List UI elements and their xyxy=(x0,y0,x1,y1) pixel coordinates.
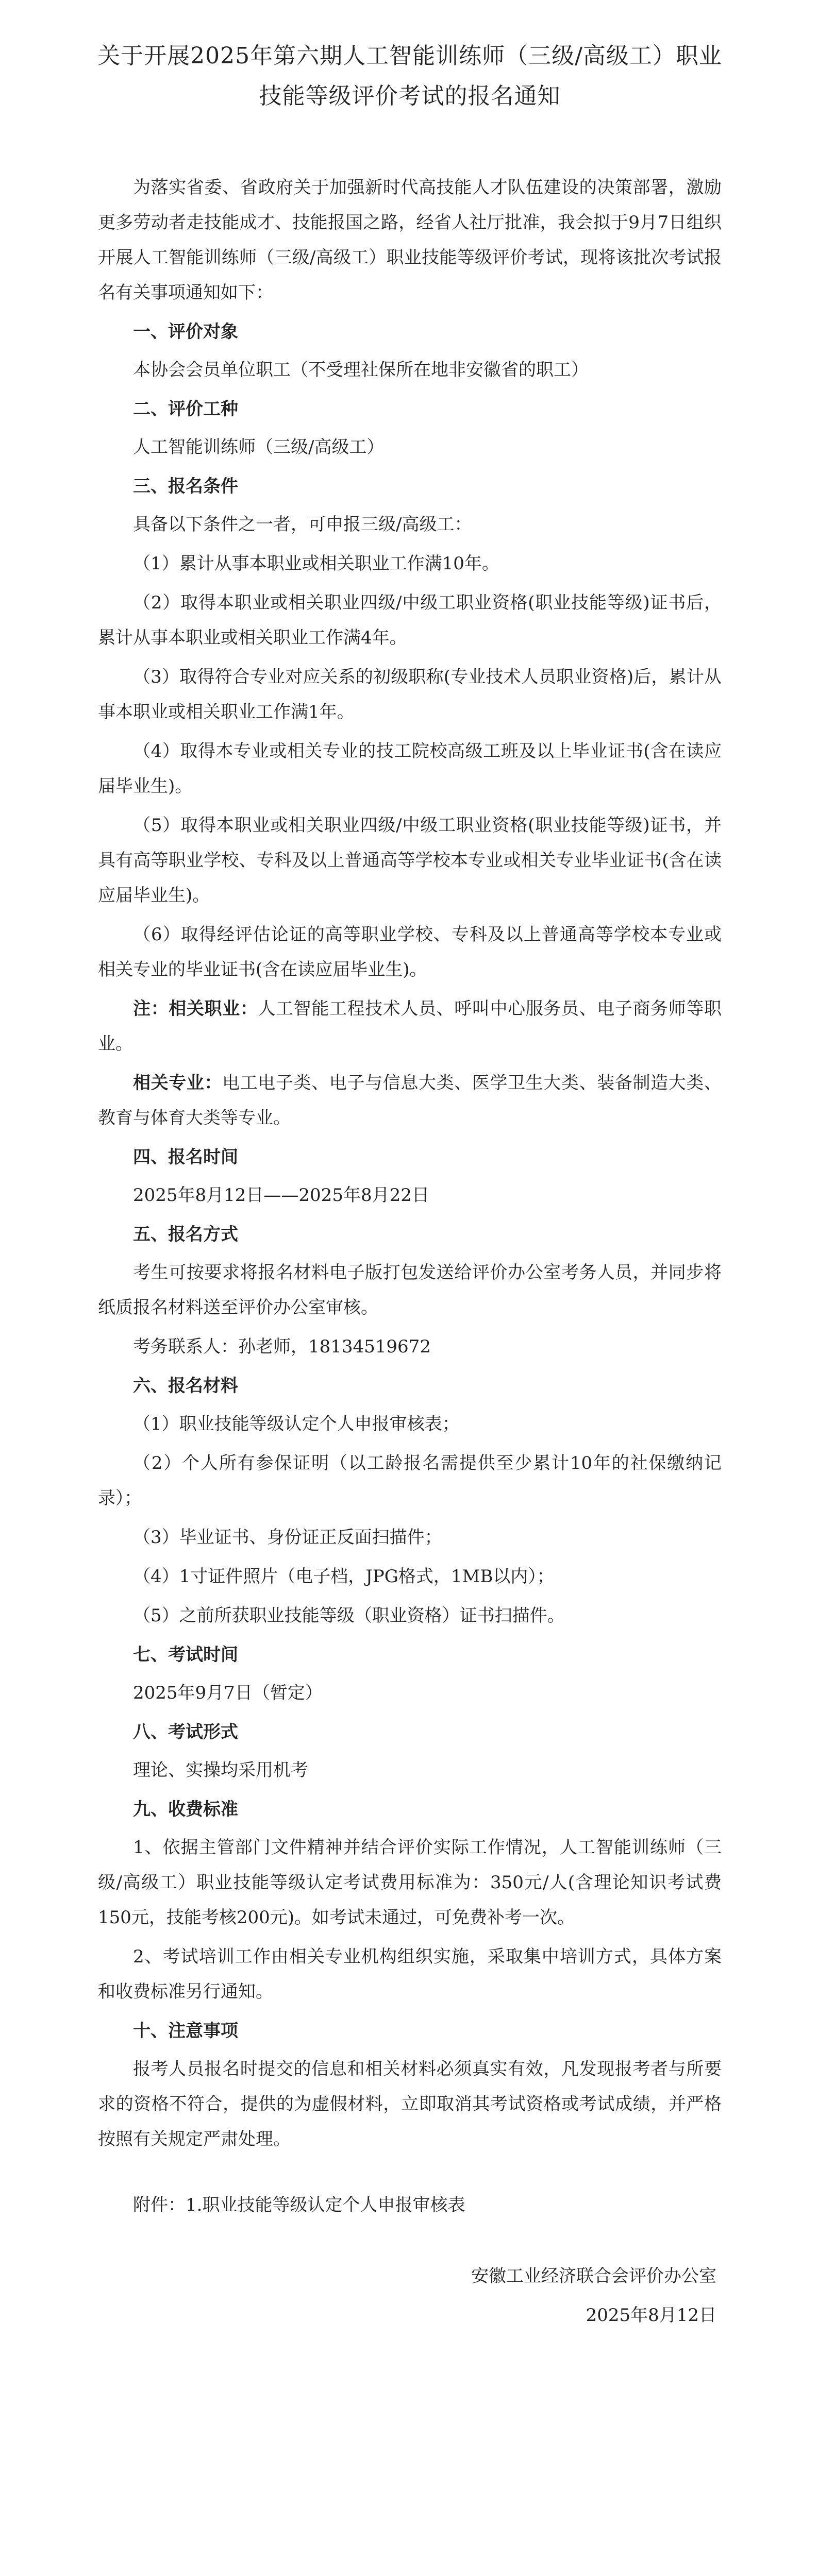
section-heading: 八、考试形式 xyxy=(133,1722,238,1742)
condition-item: （1）累计从事本职业或相关职业工作满10年。 xyxy=(133,553,499,574)
material-item: （5）之前所获职业技能等级（职业资格）证书扫描件。 xyxy=(133,1605,565,1626)
contact-text: 考务联系人：孙老师，18134519672 xyxy=(133,1336,431,1357)
notice-title: 关于开展2025年第六期人工智能训练师（三级/高级工）职业技能等级评价考试的报名通知 xyxy=(97,43,722,109)
section-heading: 一、评价对象 xyxy=(133,321,238,342)
attachment-line: 附件：1.职业技能等级认定个人申报审核表 xyxy=(133,2195,465,2215)
section-heading: 三、报名条件 xyxy=(133,476,238,497)
condition-item: （3）取得符合专业对应关系的初级职称(专业技术人员职业资格)后，累计从事本职业或相关职业工作满1年。 xyxy=(98,667,722,722)
note-text: 人工智能工程技术人员、呼叫中心服务员、电子商务师等职业。 xyxy=(98,998,722,1054)
section-heading: 七、考试时间 xyxy=(133,1645,238,1665)
notice-body xyxy=(98,170,722,2337)
condition-item: （4）取得本专业或相关专业的技工院校高级工班及以上毕业证书(含在读应届毕业生)。 xyxy=(98,741,722,796)
section-text: 2025年8月12日——2025年8月22日 xyxy=(133,1185,429,1206)
section-heading: 二、评价工种 xyxy=(133,399,238,419)
note-label: 注：相关职业： xyxy=(133,998,258,1019)
section-heading: 十、注意事项 xyxy=(133,2021,238,2041)
section-text: 本协会会员单位职工（不受理社保所在地非安徽省的职工） xyxy=(133,360,589,380)
note-text: 电工电子类、电子与信息大类、医学卫生大类、装备制造大类、教育与体育大类等专业。 xyxy=(98,1073,722,1128)
note-related-majors xyxy=(98,1065,722,1136)
fee-item: 1、依据主管部门文件精神并结合评价实际工作情况，人工智能训练师（三级/高级工）职业技能等级认定考试费用标准为：350元/人(含理论知识考试费150元，技能考核200元)。如考试未通过，可免费补考一次。 xyxy=(98,1837,722,1928)
section-text: 人工智能训练师（三级/高级工） xyxy=(133,437,385,457)
material-item: （2）个人所有参保证明（以工龄报名需提供至少累计10年的社保缴纳记录）； xyxy=(98,1453,722,1509)
issue-date: 2025年8月12日 xyxy=(586,2305,716,2326)
note-related-jobs xyxy=(98,991,722,1061)
note-label: 相关专业： xyxy=(133,1073,223,1093)
section-heading: 五、报名方式 xyxy=(133,1224,238,1245)
material-item: （3）毕业证书、身份证正反面扫描件； xyxy=(133,1527,442,1548)
condition-item: （2）取得本职业或相关职业四级/中级工职业资格(职业技能等级)证书后，累计从事本职业或相关职业工作满4年。 xyxy=(98,592,722,648)
section-heading: 六、报名材料 xyxy=(133,1376,238,1396)
issuer-name: 安徽工业经济联合会评价办公室 xyxy=(471,2266,716,2286)
section-text: 考生可按要求将报名材料电子版打包发送给评价办公室考务人员，并同步将纸质报名材料送至评价办公室审核。 xyxy=(98,1262,722,1318)
section-text: 理论、实操均采用机考 xyxy=(133,1760,308,1781)
condition-item: （6）取得经评估论证的高等职业学校、专科及以上普通高等学校本专业或相关专业的毕业证书(含在读应届毕业生)。 xyxy=(98,924,722,980)
material-item: （1）职业技能等级认定个人申报审核表； xyxy=(133,1414,460,1434)
section-heading: 四、报名时间 xyxy=(133,1147,238,1167)
condition-item: （5）取得本职业或相关职业四级/中级工职业资格(职业技能等级)证书，并具有高等职业学校、专科及以上普通高等学校本专业或相关专业毕业证书(含在读应届毕业生)。 xyxy=(98,815,722,906)
fee-item: 2、考试培训工作由相关专业机构组织实施，采取集中培训方式，具体方案和收费标准另行通知。 xyxy=(98,1946,722,2002)
section-text: 2025年9月7日（暂定） xyxy=(133,1683,323,1703)
section-heading: 九、收费标准 xyxy=(133,1799,238,1820)
material-item: （4）1寸证件照片（电子档，JPG格式，1MB以内）； xyxy=(133,1566,555,1587)
intro-paragraph: 为落实省委、省政府关于加强新时代高技能人才队伍建设的决策部署，激励更多劳动者走技能成才、技能报国之路，经省人社厅批准，我会拟于9月7日组织开展人工智能训练师（三级/高级工）职业技能等级评价考试，现将该批次考试报名有关事项通知如下： xyxy=(98,177,722,303)
section-text: 报考人员报名时提交的信息和相关材料必须真实有效，凡发现报考者与所要求的资格不符合，提供的为虚假材料，立即取消其考试资格或考试成绩，并严格按照有关规定严肃处理。 xyxy=(98,2059,722,2149)
section-text: 具备以下条件之一者，可申报三级/高级工： xyxy=(133,514,472,535)
